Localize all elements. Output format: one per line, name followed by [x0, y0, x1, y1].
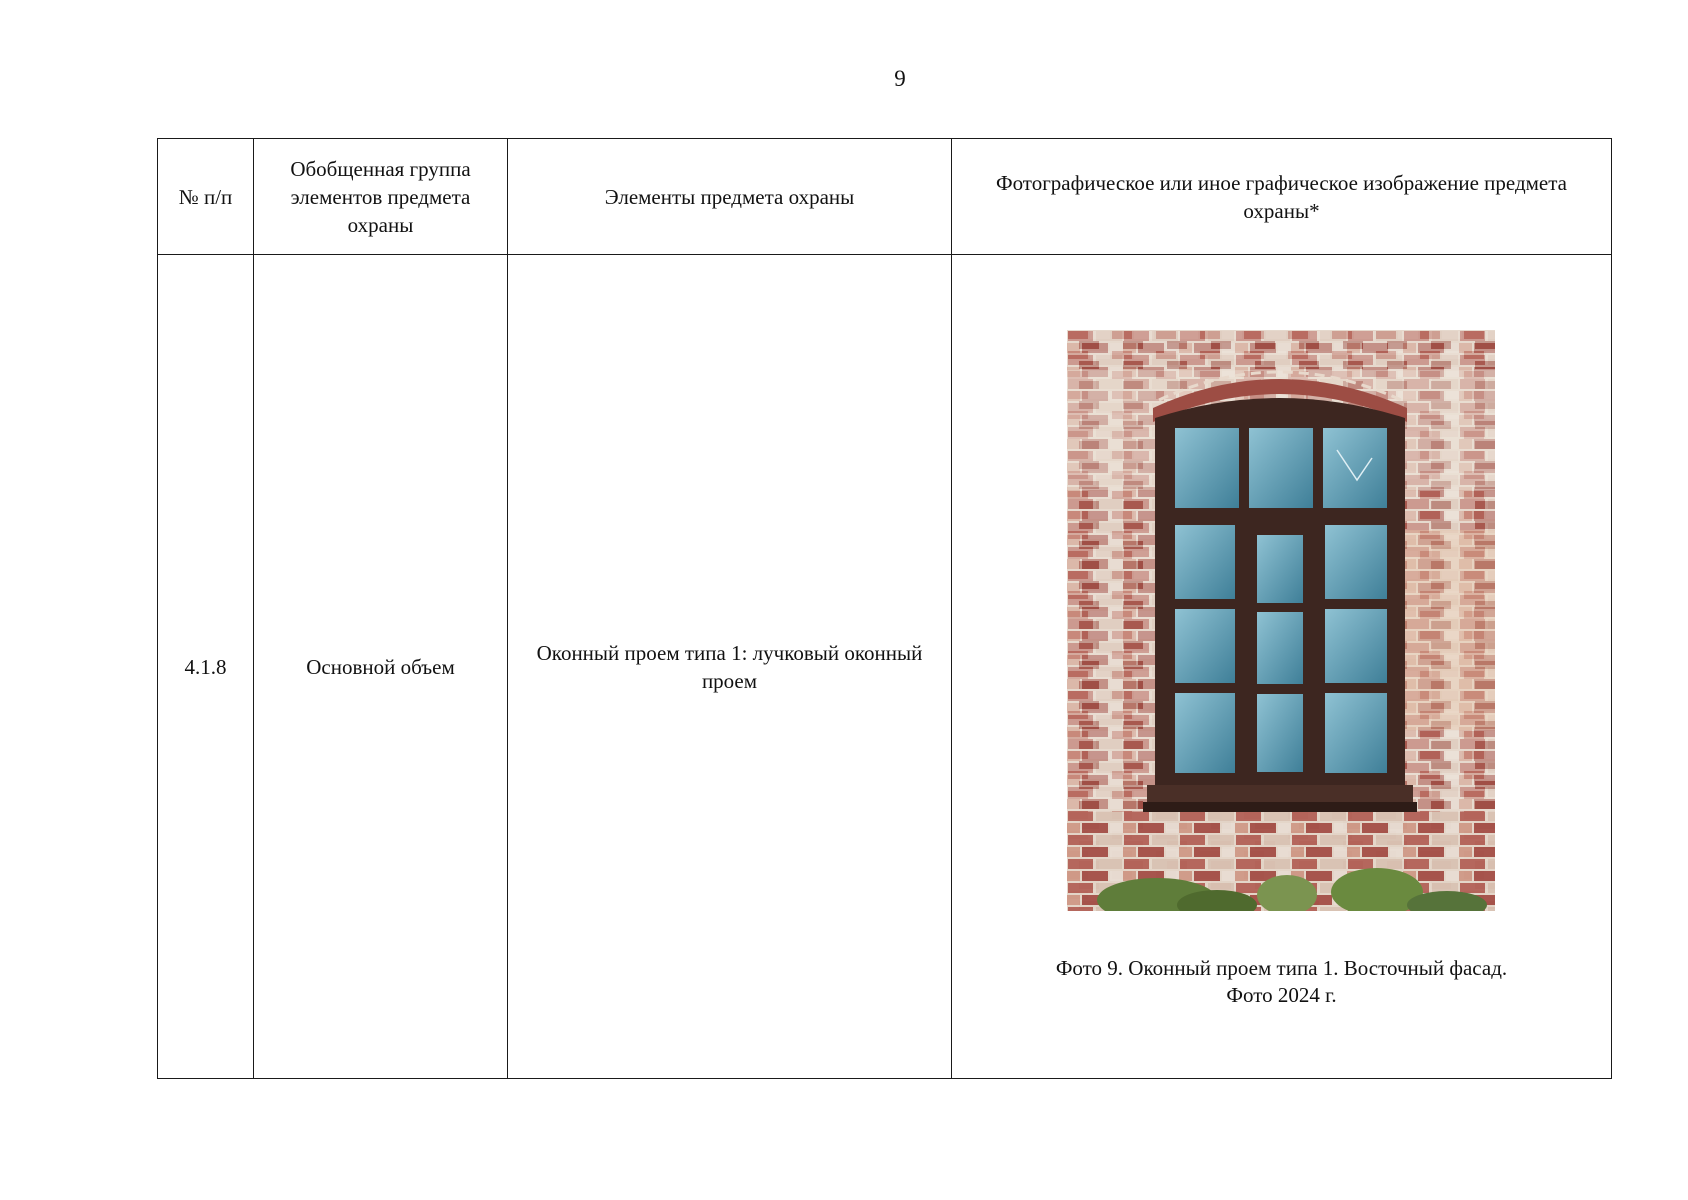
table-row — [158, 255, 1612, 1079]
header-number: № п/п — [158, 139, 254, 255]
row-number: 4.1.8 — [158, 255, 254, 1079]
page-number: 9 — [894, 66, 906, 91]
photo-caption-line2: Фото 2024 г. — [1226, 983, 1337, 1007]
heritage-elements-table — [157, 138, 1612, 1079]
row-element: Оконный проем типа 1: лучковый оконный проем — [508, 255, 952, 1079]
header-group: Обобщенная группа элементов предмета охраны — [254, 139, 508, 255]
row-group: Основной объем — [254, 255, 508, 1079]
header-elements: Элементы предмета охраны — [508, 139, 952, 255]
header-image: Фотографическое или иное графическое изображение предмета охраны* — [952, 139, 1612, 255]
window-photo — [1067, 330, 1495, 911]
photo-caption-line1: Фото 9. Оконный проем типа 1. Восточный фасад. — [1055, 956, 1508, 980]
photo-caption — [952, 955, 1611, 1009]
table-header-row — [158, 139, 1612, 255]
photo-cell — [952, 255, 1612, 1079]
